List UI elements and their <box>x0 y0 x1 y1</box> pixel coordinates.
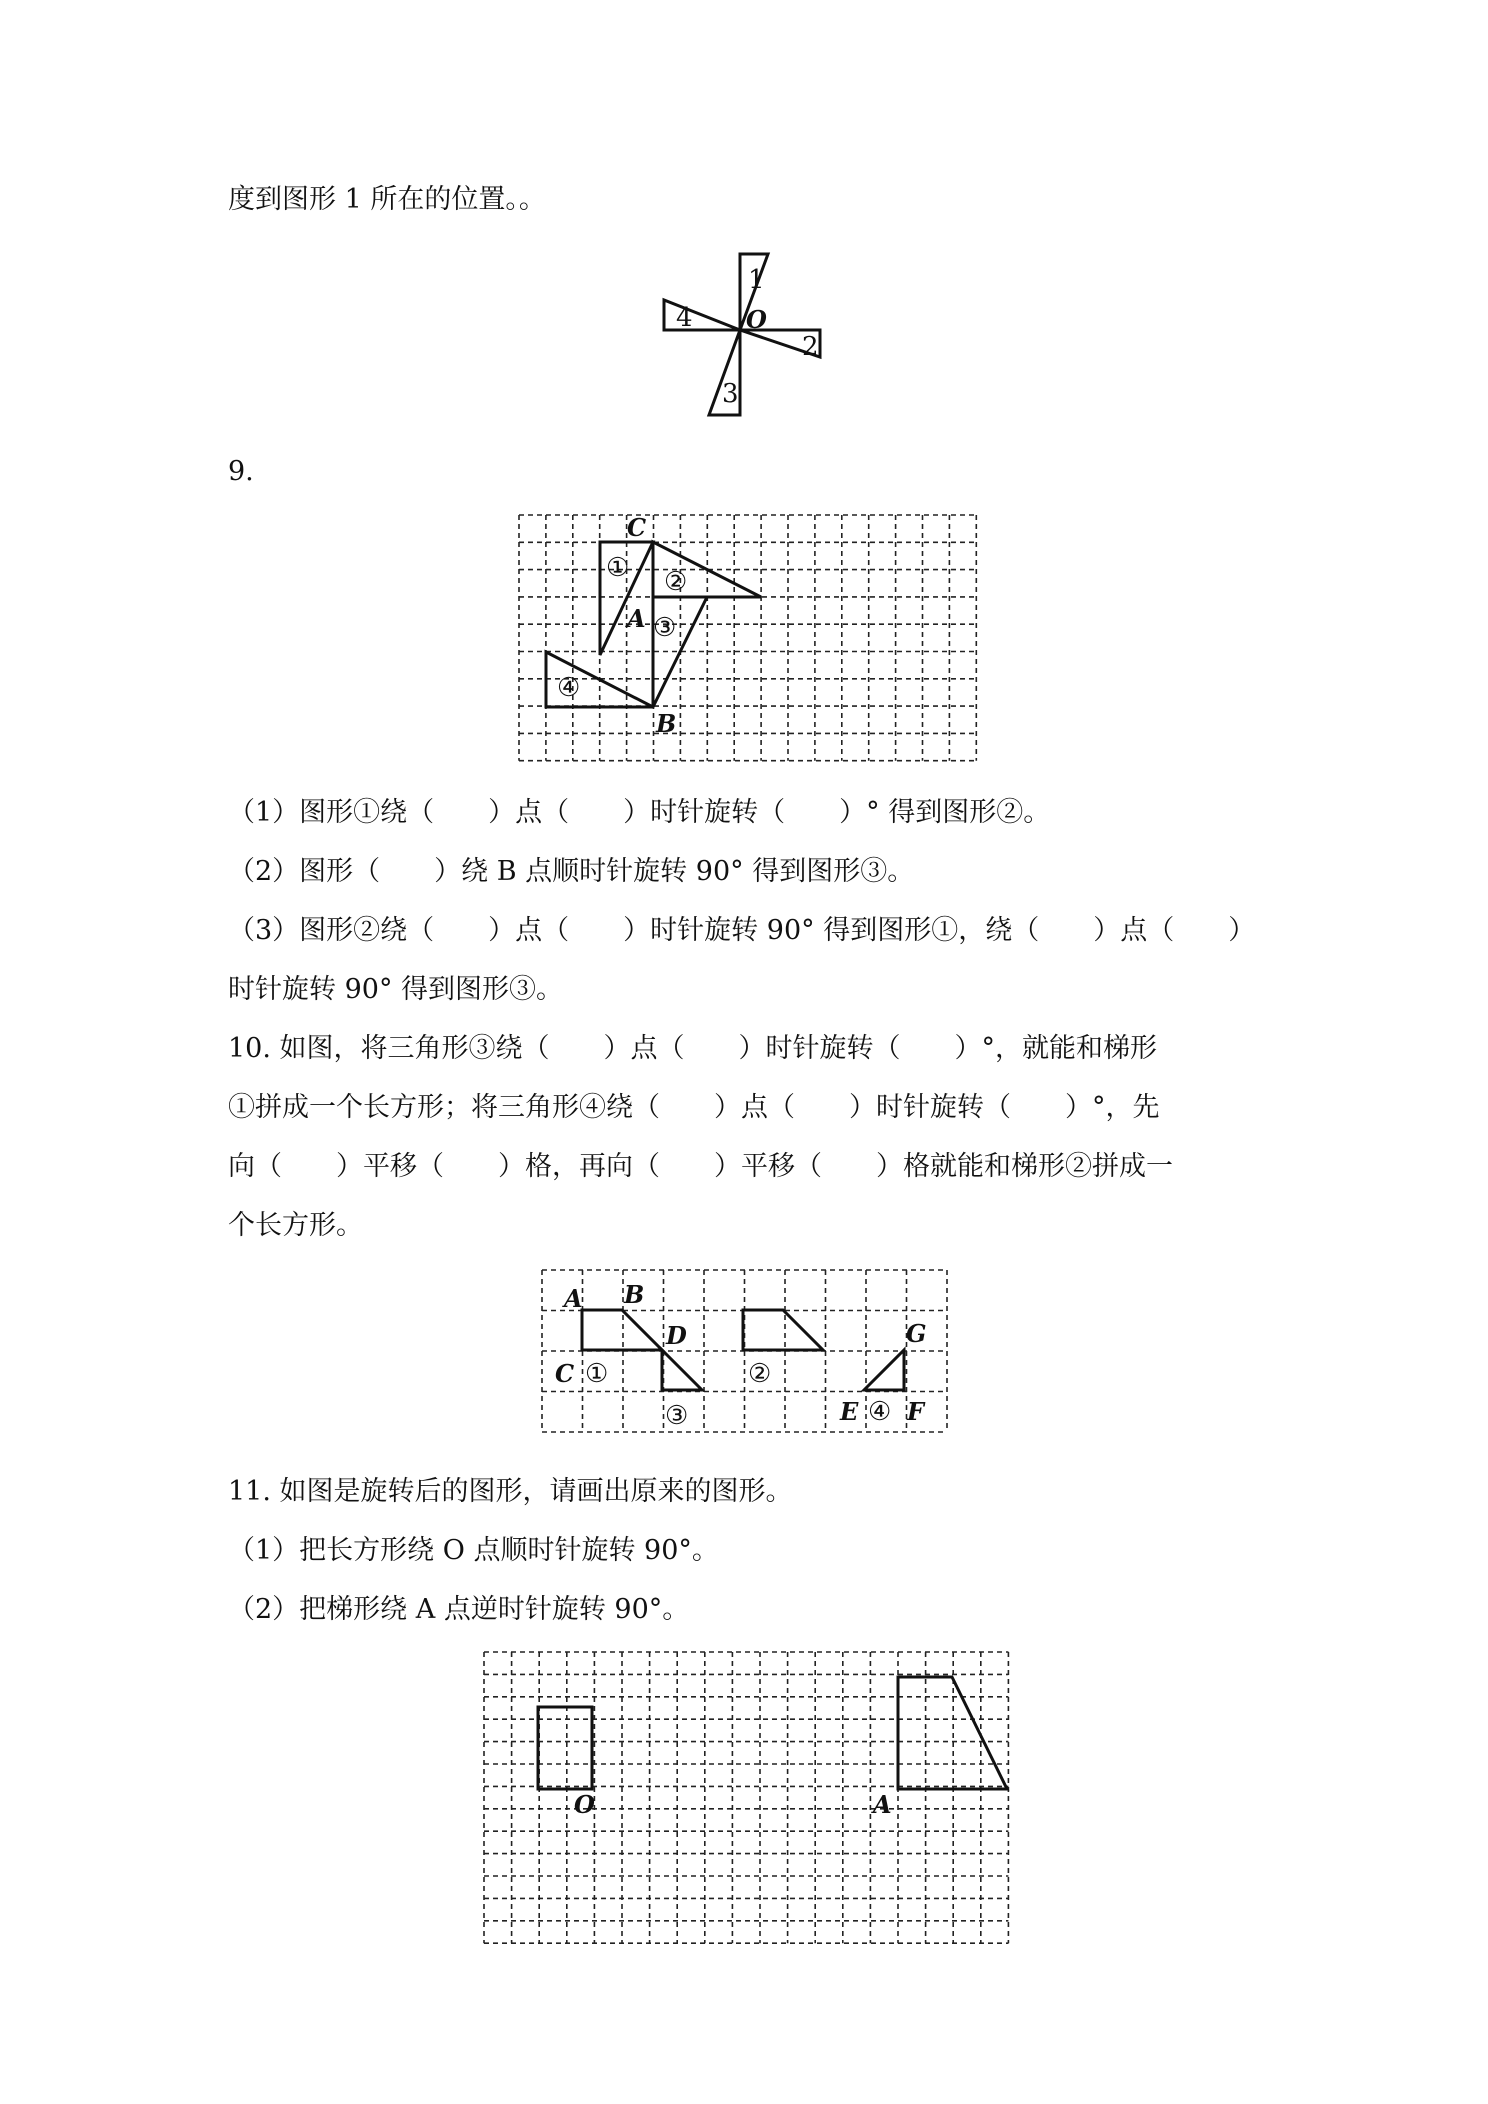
fig3-label-g: G <box>906 1319 927 1348</box>
fig2-label-2: ② <box>664 567 688 597</box>
fig1-label-3: 3 <box>722 379 739 409</box>
fig2-label-b: B <box>656 709 677 738</box>
fig2-label-1: ① <box>606 553 630 583</box>
fig3-label-f: F <box>907 1397 925 1426</box>
figure-q10-grid <box>540 1268 950 1436</box>
fig3-label-e: E <box>840 1397 859 1426</box>
fig3-label-2: ② <box>748 1359 772 1389</box>
q10-line-1: 10. 如图，将三角形③绕（ ）点（ ）时针旋转（ ）°，就能和梯形 <box>228 1033 1158 1064</box>
q10-line-2: ①拼成一个长方形；将三角形④绕（ ）点（ ）时针旋转（ ）°，先 <box>228 1092 1160 1123</box>
q10-line-3: 向（ ）平移（ ）格，再向（ ）平移（ ）格就能和梯形②拼成一 <box>228 1151 1173 1182</box>
q11-part-2: （2）把梯形绕 A 点逆时针旋转 90°。 <box>228 1594 690 1625</box>
fig3-label-1: ① <box>585 1359 609 1389</box>
q9-part-3: （3）图形②绕（ ）点（ ）时针旋转 90° 得到图形①，绕（ ）点（ ） <box>228 915 1256 946</box>
fig4-label-o: O <box>574 1790 595 1819</box>
pinwheel-figure <box>660 250 840 425</box>
fig3-label-4: ④ <box>868 1397 892 1427</box>
q9-part-2: （2）图形（ ）绕 B 点顺时针旋转 90° 得到图形③。 <box>228 856 915 887</box>
fig1-label-o: O <box>746 305 767 334</box>
fig3-label-c: C <box>555 1359 575 1388</box>
fig3-label-d: D <box>666 1321 687 1350</box>
fig1-label-1: 1 <box>748 265 765 295</box>
fig2-label-a: A <box>627 604 646 633</box>
fig2-label-3: ③ <box>653 613 677 643</box>
q11-title: 11. 如图是旋转后的图形，请画出原来的图形。 <box>228 1476 793 1507</box>
q9-part-3-cont: 时针旋转 90° 得到图形③。 <box>228 974 564 1005</box>
q9-part-1: （1）图形①绕（ ）点（ ）时针旋转（ ）° 得到图形②。 <box>228 797 1051 828</box>
fig1-label-2: 2 <box>802 332 819 362</box>
fig3-label-a: A <box>564 1284 583 1313</box>
fig2-label-c: C <box>627 513 647 542</box>
q11-part-1: （1）把长方形绕 O 点顺时针旋转 90°。 <box>228 1535 719 1566</box>
q10-line-4: 个长方形。 <box>228 1210 363 1241</box>
fig4-label-a: A <box>873 1790 892 1819</box>
fig3-label-3: ③ <box>665 1401 689 1431</box>
text-line-1: 度到图形 1 所在的位置。。 <box>228 184 546 215</box>
fig1-label-4: 4 <box>676 303 693 333</box>
question-9-number: 9. <box>228 456 254 487</box>
fig2-label-4: ④ <box>557 673 581 703</box>
fig3-label-b: B <box>624 1280 645 1309</box>
figure-q9-grid <box>510 510 984 772</box>
figure-q11-grid <box>480 1650 1018 1950</box>
